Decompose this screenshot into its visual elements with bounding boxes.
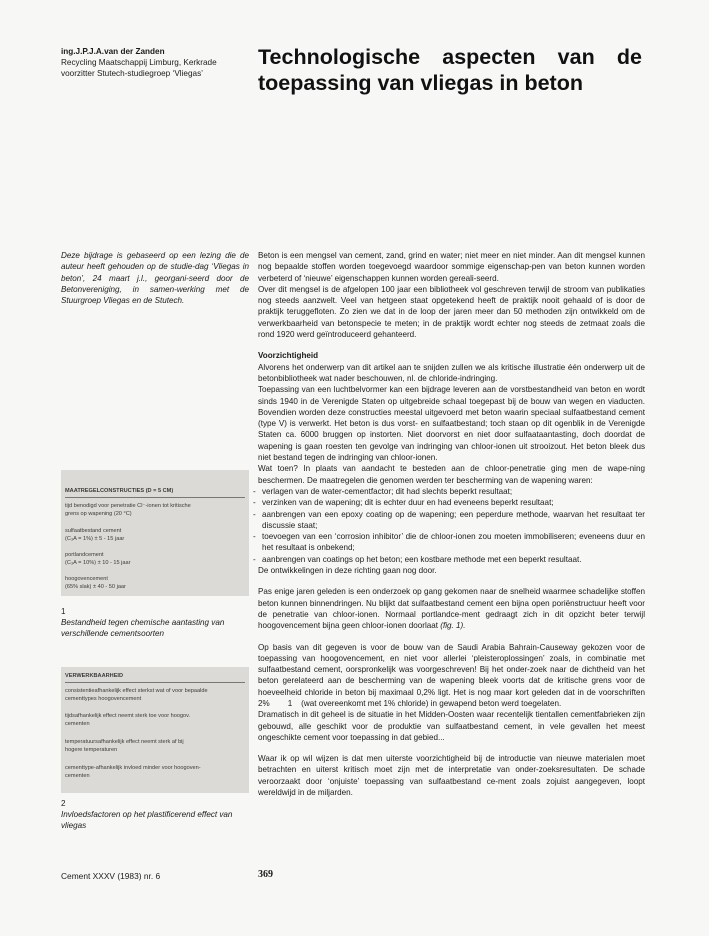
figure-2-row: cementtype-afhankelijk invloed minder voor hoogoven- (65, 765, 201, 771)
figure-2-row: consistentieafhankelijk effect sterkst wat of voor bepaalde (65, 688, 208, 694)
figure-1-caption (61, 606, 249, 639)
list-item: - aanbrengen van een epoxy coating op de wapening; een peperdure methode, waarvan het resultaat ter discussie staat; (258, 509, 645, 532)
figure-2-row: temperatuursafhankelijk effect neemt sterk af bij (65, 739, 184, 745)
author-name: ing.J.P.J.A.van der Zanden (61, 47, 165, 56)
figure-2-number: 2 (61, 799, 66, 808)
figure-rule (65, 497, 245, 498)
list-item: - toevoegen van een ‘corrosion inhibitor’ die de chloor-ionen zou moeten immobiliseren; eveneens duur en het resultaat is onbekend; (258, 531, 645, 554)
paragraph: Alvorens het onderwerp van dit artikel aan te snijden zullen we als kritische illustratie één onderwerp uit de betonbibliotheek wat nader beschouwen, nl. de chloride-indringing. (258, 362, 645, 383)
list-item: - verlagen van de water-cementfactor; dit had slechts beperkt resultaat; (258, 486, 645, 497)
figure-1-row: (C₃A = 1%) ± 5 - 15 jaar (65, 536, 125, 542)
paragraph-text: Pas enige jaren geleden is een onderzoek op gang gekomen naar de snelheid waarmee schadelijke stoffen beton kunnen binnendringen. Nu blijkt dat sulfaatbestand cement een bijna open poriënstructuur heeft voor de penetratie van chloor-ionen. Normaal portlandce-ment gedraagt zich in dit opzicht beter terwijl hoogovencement bijna geen chloor-ionen doorlaat (258, 587, 645, 631)
figure-1-row: (65% slak) ± 40 - 50 jaar (65, 584, 126, 590)
section-heading: Voorzichtigheid (258, 351, 319, 361)
figure-1-number: 1 (61, 607, 66, 616)
journal-footer: Cement XXXV (1983) nr. 6 (61, 871, 161, 881)
figure-reference: (fig. 1). (440, 621, 466, 631)
measures-list (258, 486, 645, 565)
figure-1-row: sulfaatbestand cement (65, 528, 122, 534)
paragraph: Beton is een mengsel van cement, zand, grind en water; niet meer en niet minder. Aan dit mengsel kunnen nog bepaalde stoffen worden toegevoegd waardoor sommige eigenschap-pen van beton kunnen worden verbeterd of ‘nieuwe’ eigenschappen kunnen worden gereali-seerd. (258, 251, 645, 283)
figure-2-table-image (61, 667, 249, 793)
paragraph: De ontwikkelingen in deze richting gaan nog door. (258, 566, 437, 576)
paragraph: Waar ik op wil wijzen is dat men uiterste voorzichtigheid bij de introductie van nieuwe materialen moet betrachten en uiterst kritisch moet zijn met de interpretatie van onder-zoeksresultaten. De schade veroorzaakt door ‘onjuiste’ toepassing van sulfaatbestand ce-ment zoals zojuist aangegeven, loopt wereldwijd in de miljarden. (258, 754, 645, 798)
paragraph: Dramatisch in dit geheel is de situatie in het Midden-Oosten waar recentelijk tientallen cementfabrieken zijn gebouwd, alle geschikt voor de produktie van sulfaatbestand cement, in vele gevallen het meest ongeschikte cement voor toepassing in dat gebied... (258, 710, 645, 742)
paragraph: Toepassing van een luchtbelvormer kan een bijdrage leveren aan de vorstbestandheid van beton en wordt sinds 1940 in de Verenigde Staten op uitgebreide schaal toegepast bij de bouw van wegen en viaducten. Bovendien worden deze constructies meestal uitgevoerd met beton waarin speciaal sulfaatbestand cement (type V) is verwerkt. Het beton is dus vorst- en sulfaatbestand; toch staan op dit ogenblik in de Verenigde Staten ca. 6000 bruggen op instorten. Niet doorvorst en niet door sulfaataantasting, doch doordat de wapening is gaan roesten ten gevolge van indringing van chloor-ionen uit strooizout. Het beton bleek dus niet bestand tegen de indringing van chloor-ionen. (258, 385, 645, 463)
author-affiliation: Recycling Maatschappij Limburg, Kerkrade voorzitter Stutech-studiegroep ‘Vliegas’ (61, 58, 217, 78)
paragraph: Over dit mengsel is de afgelopen 100 jaar een bibliotheek vol geschreven terwijl de stroom van publikaties nog steeds aanzwelt. Veel van hetgeen staat opgetekend heeft de praktijk nooit gehaald of is door de praktijk teruggefloten. Zo zien we dat in de loop der jaren meer dan 50 methoden zijn ontwikkeld om de verwerkbaarheid van betonspecie te meten; in de praktijk wordt echter nog steeds de zetmaat zoals die rond 1920 werd geïntroduceerd gehanteerd. (258, 284, 645, 340)
figure-1-row: portlandcement (65, 552, 104, 558)
article-title: Technologische aspecten van de toepassing van vliegas in beton (258, 45, 642, 95)
figure-1-row: hoogovencement (65, 576, 108, 582)
figure-rule (65, 682, 245, 683)
figure-2-row: cementtypes hoogovencement (65, 696, 142, 702)
figure-1-row: (C₃A = 10%) ± 10 - 15 jaar (65, 560, 131, 566)
author-block (61, 46, 249, 79)
list-item: - verzinken van de wapening; dit is echter duur en had eveneens beperkt resultaat; (258, 497, 645, 508)
intro-note: Deze bijdrage is gebaseerd op een lezing die de auteur heeft gehouden op de studie-dag ‘Vliegas in beton’, 24 maart j.l., georgani-seerd door de Betonvereniging, in samen-werking met de Stuurgroep Vliegas en de Stutech. (61, 251, 249, 306)
figure-2-row: cementen (65, 773, 90, 779)
paragraph: Op basis van dit gegeven is voor de bouw van de Saudi Arabia Bahrain-Causeway gekozen voor de toepassing van hoogovencement, en niet voor allerlei ‘pleisteroplossingen’ zoals, in combinatie met sulfaatbestand cement, oorspronkelijk was voorgeschreven! Bij het onder-zoek naar de dichtheid van het beton gerelateerd aan de bescherming van de wapening bleek voorts dat de kritische grens voor de hoeveelheid chloride in beton bij maximaal 0,2% ligt. Het is nog maar kort geleden dat in de voorschriften 2% 1 (wat overeenkomt met 1% chloride) in gewapend beton werd toegelaten. (258, 642, 645, 708)
list-item: - aanbrengen van coatings op het beton; een kostbare methode met een beperkt resultaat. (258, 554, 645, 565)
paragraph (258, 586, 645, 631)
figure-2-caption (61, 798, 249, 831)
figure-1-row: grens op wapening (20 °C) (65, 511, 132, 517)
main-text-column (258, 250, 645, 798)
figure-1-row: tijd benodigd voor penetratie Cl⁻-ionen tot kritische (65, 503, 191, 509)
figure-2-row: cementen (65, 721, 90, 727)
paragraph: Wat toen? In plaats van aandacht te besteden aan de chloor-penetratie ging men de wape-ning beschermen. De maatregelen die genomen werden ter bescherming van de wapening waren: (258, 464, 645, 485)
figure-2-row: hogere temperaturen (65, 747, 118, 753)
figure-1-caption-text: Bestandheid tegen chemische aantasting van verschillende cementsoorten (61, 618, 225, 638)
figure-1-table-image (61, 470, 249, 596)
figure-1-row: MAATREGELCONSTRUCTIES (D = 5 CM) (65, 488, 174, 494)
figure-2-row: VERWERKBAARHEID (65, 673, 124, 679)
figure-2-row: tijdsafhankelijk effect neemt sterk toe voor hoogov. (65, 713, 191, 719)
page-number: 369 (258, 869, 273, 880)
figure-2-caption-text: Invloedsfactoren op het plastificerend effect van vliegas (61, 810, 233, 830)
